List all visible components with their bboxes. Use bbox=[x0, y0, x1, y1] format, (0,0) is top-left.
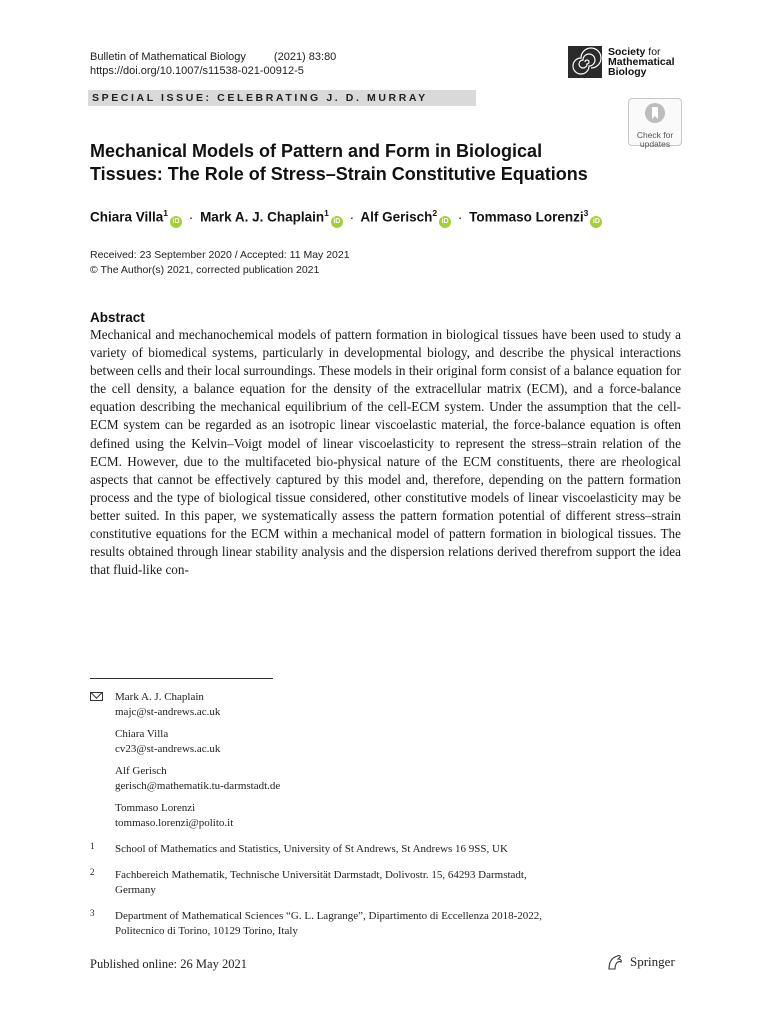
abstract-heading: Abstract bbox=[90, 310, 145, 325]
author-affiliation: 3 bbox=[583, 208, 589, 218]
paper-title bbox=[90, 140, 650, 186]
author-separator: · bbox=[457, 209, 463, 225]
affiliation-line: Fachbereich Mathematik, Technische Universität Darmstadt, Dolivostr. 15, 64293 Darmstadt, bbox=[115, 869, 527, 881]
society-line3: Biology bbox=[608, 66, 647, 78]
affiliation-entry bbox=[90, 909, 690, 939]
bookmark-icon bbox=[644, 102, 666, 124]
affiliation-list bbox=[90, 842, 690, 950]
doi-link[interactable]: https://doi.org/10.1007/s11538-021-00912-5 bbox=[90, 65, 304, 77]
received-accepted: Received: 23 September 2020 / Accepted: 11 May 2021 bbox=[90, 249, 350, 261]
affiliation-line: Politecnico di Torino, 10129 Torino, Italy bbox=[115, 925, 298, 937]
contact-entry bbox=[90, 690, 280, 720]
publisher-name: Springer bbox=[630, 954, 675, 969]
author-affiliation: 1 bbox=[163, 208, 169, 218]
title-line-2: Tissues: The Role of Stress–Strain Constitutive Equations bbox=[90, 164, 588, 184]
orcid-icon[interactable]: iD bbox=[331, 216, 343, 228]
contact-email[interactable]: majc@st-andrews.ac.uk bbox=[115, 706, 221, 718]
orcid-icon[interactable]: iD bbox=[170, 216, 182, 228]
published-online: Published online: 26 May 2021 bbox=[90, 957, 247, 971]
spiral-icon bbox=[568, 46, 602, 78]
title-line-1: Mechanical Models of Pattern and Form in Biological bbox=[90, 141, 543, 161]
author-name: Tommaso Lorenzi bbox=[469, 209, 584, 225]
copyright: © The Author(s) 2021, corrected publication 2021 bbox=[90, 264, 320, 276]
publication-dates bbox=[90, 248, 350, 278]
author-affiliation: 1 bbox=[324, 208, 329, 218]
affiliation-number: 3 bbox=[90, 908, 95, 918]
contact-name: Alf Gerisch bbox=[115, 765, 167, 777]
society-logo bbox=[568, 46, 675, 78]
check-for-updates-badge[interactable] bbox=[628, 98, 682, 149]
affiliation-number: 1 bbox=[90, 841, 95, 851]
orcid-icon[interactable]: iD bbox=[439, 216, 451, 228]
author-separator: · bbox=[349, 209, 355, 225]
affiliation-line: Germany bbox=[115, 884, 156, 896]
author-list bbox=[90, 208, 602, 228]
author-separator: · bbox=[188, 209, 194, 225]
contact-entry bbox=[90, 764, 280, 794]
contact-name: Mark A. J. Chaplain bbox=[115, 691, 204, 703]
contact-email[interactable]: tommaso.lorenzi@polito.it bbox=[115, 817, 234, 829]
check-updates-line1: Check for bbox=[636, 130, 674, 140]
society-for: for bbox=[648, 46, 661, 58]
contact-entry bbox=[90, 801, 280, 831]
special-issue-banner: SPECIAL ISSUE: CELEBRATING J. D. MURRAY bbox=[88, 90, 476, 106]
society-line2: Mathematical bbox=[608, 56, 675, 68]
check-updates-line2: updates bbox=[639, 139, 671, 149]
affiliation-line: School of Mathematics and Statistics, University of St Andrews, St Andrews 16 9SS, UK bbox=[115, 843, 508, 855]
journal-name: Bulletin of Mathematical Biology bbox=[90, 51, 246, 63]
springer-logo bbox=[606, 954, 675, 970]
footnote-rule bbox=[90, 678, 273, 679]
springer-horse-icon bbox=[606, 954, 624, 970]
contact-email[interactable]: gerisch@mathematik.tu-darmstadt.de bbox=[115, 780, 281, 792]
contact-email[interactable]: cv23@st-andrews.ac.uk bbox=[115, 743, 221, 755]
author-affiliation: 2 bbox=[432, 208, 438, 218]
affiliation-number: 2 bbox=[90, 867, 95, 877]
affiliation-line: Department of Mathematical Sciences “G. L. Lagrange”, Dipartimento di Eccellenza 2018-2022, bbox=[115, 910, 542, 922]
author-name: Mark A. J. Chaplain bbox=[200, 209, 325, 225]
author-name: Chiara Villa bbox=[90, 209, 164, 225]
affiliation-entry bbox=[90, 842, 690, 857]
envelope-icon bbox=[90, 692, 103, 701]
citation: (2021) 83:80 bbox=[273, 51, 337, 63]
orcid-icon[interactable]: iD bbox=[590, 216, 602, 228]
abstract-text: Mechanical and mechanochemical models of pattern formation in biological tissues have been used to study a variety of biomedical systems, particularly in developmental biology, and describe the physical interactions between cells and their local surroundings. These models in their original form consist of a balance equation for the cell density, a balance equation for the density of the extracellular matrix (ECM), and a force-balance equation describing the mechanical equilibrium of the cell-ECM system. Under the assumption that the cell-ECM system can be regarded as an isotropic linear viscoelastic material, the force-balance equation is often defined using the Kelvin–Voigt model of linear viscoelasticity to represent the stress–strain relation of the ECM. However, due to the multifaceted bio-physical nature of the ECM constituents, there are rheological aspects that cannot be effectively captured by this model and, therefore, depending on the pattern formation process and the type of biological tissue considered, other constitutive models of linear viscoelasticity may be better suited. In this paper, we systematically assess the pattern formation potential of different stress–strain constitutive equations for the ECM within a mechanical model of pattern formation in biological tissues. The results obtained through linear stability analysis and the dispersion relations derived therefrom support the idea that fluid-like con- bbox=[90, 327, 681, 578]
contact-list bbox=[90, 690, 280, 838]
society-word: Society bbox=[608, 46, 646, 58]
author-name: Alf Gerisch bbox=[360, 209, 433, 225]
contact-name: Chiara Villa bbox=[115, 728, 169, 740]
contact-name: Tommaso Lorenzi bbox=[115, 802, 196, 814]
affiliation-entry bbox=[90, 868, 690, 898]
contact-entry bbox=[90, 727, 280, 757]
journal-header bbox=[90, 50, 336, 78]
